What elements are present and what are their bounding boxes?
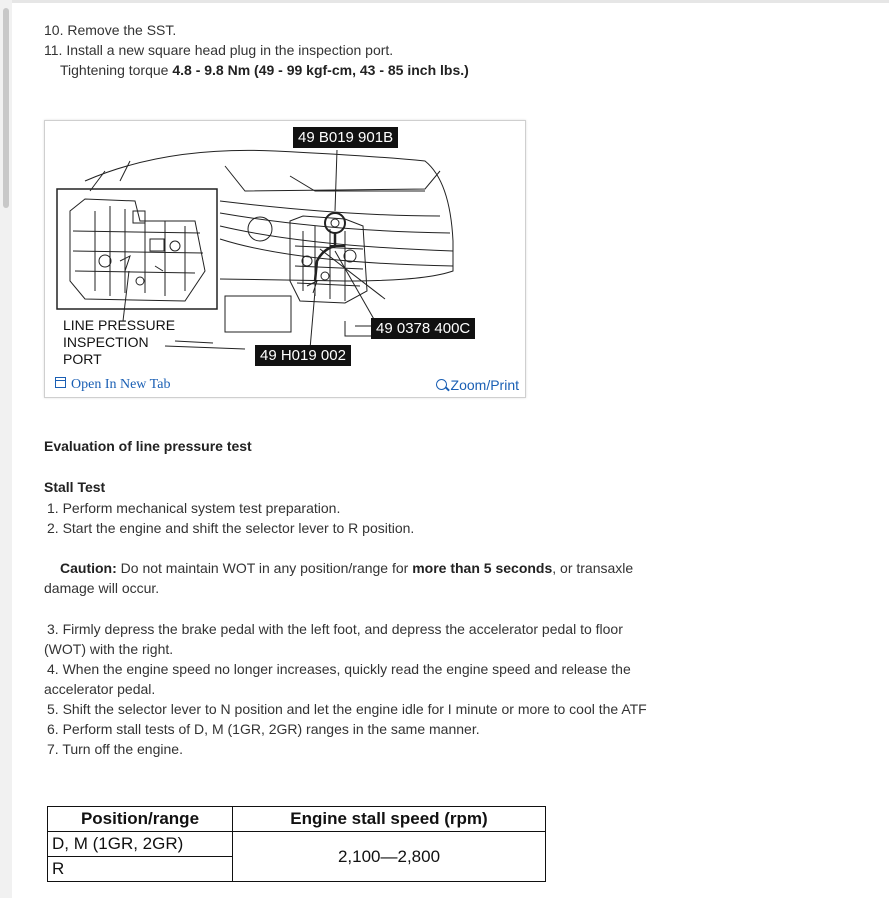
caution-bold: more than 5 seconds [412,560,553,576]
evaluation-heading-text: Evaluation of line pressure test [44,438,252,454]
zoom-icon [436,379,447,390]
table-header-row [48,807,546,832]
stall-step-3: 3. Firmly depress the brake pedal with the left foot, and depress the accelerator pedal to floor [47,621,623,637]
stall-speed-value: 2,100—2,800 [233,832,546,882]
caution-line-1 [60,558,633,578]
header-engine-stall-speed: Engine stall speed (rpm) [233,807,546,832]
caution-label: Caution: [60,560,117,576]
torque-value: 4.8 - 9.8 Nm (49 - 99 kgf-cm, 43 - 85 inch lbs.) [172,62,469,78]
top-border [0,0,889,3]
open-in-new-tab-label: Open In New Tab [71,377,171,392]
callout-49-0378-400c: 49 0378 400C [371,318,475,339]
scrollbar-thumb[interactable] [3,8,9,208]
stall-step-1: 1. Perform mechanical system test preparation. [47,500,341,516]
torque-label: Tightening torque [60,62,173,78]
row-r: R [48,857,233,882]
evaluation-heading [44,436,252,456]
scrollbar[interactable] [0,0,12,898]
line-pressure-port-label: LINE PRESSURE INSPECTION PORT [63,317,176,367]
zoom-print-link[interactable] [436,377,519,393]
caution-line-2: damage will occur. [44,580,160,596]
torque-spec [60,60,469,80]
figure [44,120,526,398]
stall-step-3-cont: (WOT) with the right. [44,641,174,657]
stall-step-4-cont: accelerator pedal. [44,681,156,697]
caution-text-2: , or transaxle [552,560,634,576]
stall-test-heading [44,477,105,497]
stall-step-2: 2. Start the engine and shift the selector lever to R position. [47,520,415,536]
stall-step-4: 4. When the engine speed no longer increases, quickly read the engine speed and release the [47,661,631,677]
row-d-m: D, M (1GR, 2GR) [48,832,233,857]
new-tab-icon [55,377,66,388]
callout-49-b019-901b: 49 B019 901B [293,127,398,148]
step-10: 10. Remove the SST. [44,22,177,38]
stall-step-7: 7. Turn off the engine. [47,741,183,757]
step-11: 11. Install a new square head plug in the inspection port. [44,42,394,58]
callout-49-h019-002: 49 H019 002 [255,345,351,366]
stall-test-heading-text: Stall Test [44,479,106,495]
header-position-range: Position/range [48,807,233,832]
caution-text-1: Do not maintain WOT in any position/range for [116,560,413,576]
figure-toolbar [45,373,525,397]
stall-step-6: 6. Perform stall tests of D, M (1GR, 2GR) ranges in the same manner. [47,721,480,737]
open-in-new-tab-link[interactable] [55,377,170,393]
stall-speed-table [47,806,546,882]
zoom-print-label: Zoom/Print [450,377,519,393]
stall-step-5: 5. Shift the selector lever to N position and let the engine idle for I minute or more to cool the ATF [47,701,647,717]
table-row [48,832,546,857]
